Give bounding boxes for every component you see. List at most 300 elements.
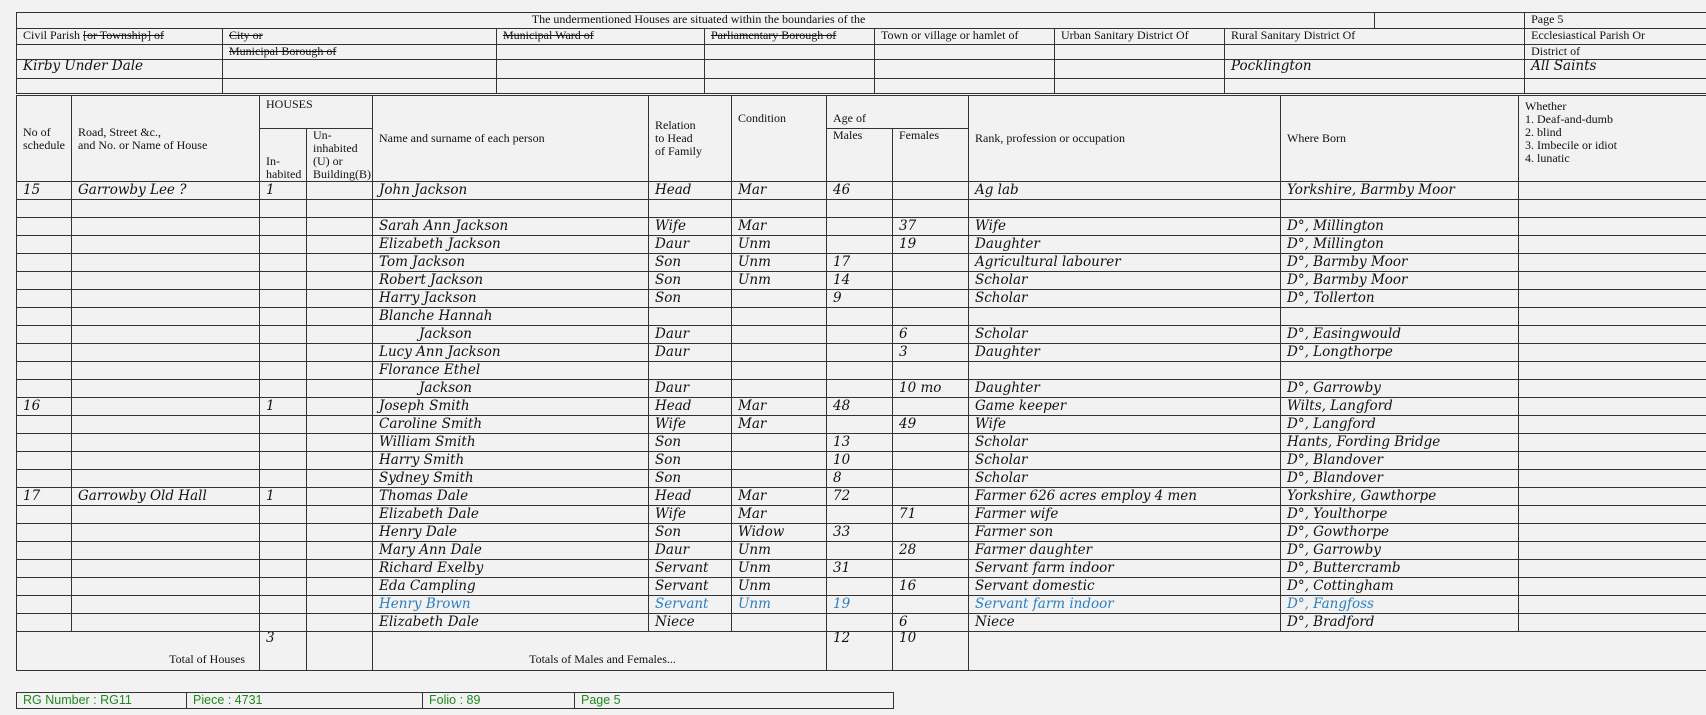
cell-whether: [1519, 434, 1706, 452]
total-people-label: Totals of Males and Females...: [373, 632, 827, 671]
cell-condition: [732, 434, 827, 452]
cell-schedule: [17, 344, 72, 362]
cell-females: 6: [893, 326, 969, 344]
col-uninhabited-header: Un- inhabited (U) or Building(B): [307, 129, 373, 182]
cell-name: Lucy Ann Jackson: [373, 344, 649, 362]
cell-whether: [1519, 218, 1706, 236]
cell-schedule: [17, 506, 72, 524]
cell-schedule: [17, 452, 72, 470]
cell-whether: [1519, 614, 1706, 632]
cell-males: 31: [827, 560, 893, 578]
cell-relation: Wife: [649, 416, 732, 434]
cell-inhabited: [260, 452, 307, 470]
cell-whether: [1519, 524, 1706, 542]
cell-schedule: 16: [17, 398, 72, 416]
cell-relation: Servant: [649, 560, 732, 578]
cell-condition: Widow: [732, 524, 827, 542]
cell-condition: [732, 470, 827, 488]
census-row: [17, 596, 1706, 614]
cell-relation: Son: [649, 452, 732, 470]
cell-occupation: Wife: [969, 416, 1281, 434]
cell-whether: [1519, 200, 1706, 218]
cell-born: [1281, 200, 1519, 218]
cell-road: [72, 614, 260, 632]
cell-inhabited: [260, 560, 307, 578]
cell-relation: Son: [649, 254, 732, 272]
cell-whether: [1519, 506, 1706, 524]
cell-relation: Daur: [649, 542, 732, 560]
cell-born: D°, Easingwould: [1281, 326, 1519, 344]
cell-inhabited: [260, 542, 307, 560]
cell-whether: [1519, 542, 1706, 560]
cell-relation: Daur: [649, 236, 732, 254]
cell-inhabited: [260, 578, 307, 596]
census-row: [17, 200, 1706, 218]
cell-females: 3: [893, 344, 969, 362]
cell-condition: [732, 326, 827, 344]
cell-females: [893, 272, 969, 290]
cell-road: [72, 326, 260, 344]
cell-females: [893, 560, 969, 578]
cell-condition: Unm: [732, 542, 827, 560]
cell-born: D°, Garrowby: [1281, 542, 1519, 560]
cell-road: [72, 398, 260, 416]
footer-page: Page 5: [575, 693, 894, 709]
col-occupation-header: Rank, profession or occupation: [969, 96, 1281, 182]
census-row: [17, 326, 1706, 344]
cell-males: 46: [827, 182, 893, 200]
cell-females: [893, 290, 969, 308]
census-row: [17, 506, 1706, 524]
census-row: [17, 398, 1706, 416]
census-row: [17, 614, 1706, 632]
cell-road: [72, 506, 260, 524]
cell-uninhabited: [307, 452, 373, 470]
cell-schedule: [17, 200, 72, 218]
cell-born: D°, Youlthorpe: [1281, 506, 1519, 524]
cell-females: [893, 398, 969, 416]
cell-inhabited: [260, 236, 307, 254]
cell-born: D°, Millington: [1281, 236, 1519, 254]
cell-uninhabited: [307, 326, 373, 344]
census-row: [17, 182, 1706, 200]
cell-females: 16: [893, 578, 969, 596]
cell-inhabited: [260, 524, 307, 542]
census-table: [16, 95, 1706, 671]
cell-inhabited: [260, 272, 307, 290]
ecclesiastical-label-2: District of: [1525, 45, 1706, 60]
cell-females: 49: [893, 416, 969, 434]
cell-inhabited: [260, 506, 307, 524]
cell-schedule: 17: [17, 488, 72, 506]
cell-condition: [732, 200, 827, 218]
reference-footer: [16, 692, 894, 709]
cell-females: [893, 470, 969, 488]
municipal-borough-label: Municipal Borough of: [223, 45, 497, 60]
cell-females: [893, 308, 969, 326]
cell-name: Robert Jackson: [373, 272, 649, 290]
header-blank: [1375, 13, 1525, 29]
cell-inhabited: [260, 596, 307, 614]
census-row: [17, 470, 1706, 488]
cell-uninhabited: [307, 470, 373, 488]
cell-females: 28: [893, 542, 969, 560]
cell-relation: Head: [649, 182, 732, 200]
cell-males: [827, 578, 893, 596]
cell-uninhabited: [307, 344, 373, 362]
census-row: [17, 524, 1706, 542]
cell-road: [72, 344, 260, 362]
cell-occupation: Servant farm indoor: [969, 596, 1281, 614]
col-inhabited-header: In- habited: [260, 129, 307, 182]
cell-whether: [1519, 236, 1706, 254]
cell-relation: [649, 200, 732, 218]
cell-relation: Servant: [649, 578, 732, 596]
census-row: [17, 254, 1706, 272]
census-row: [17, 488, 1706, 506]
cell-name: Caroline Smith: [373, 416, 649, 434]
cell-condition: [732, 362, 827, 380]
col-whether-header: Whether 1. Deaf-and-dumb 2. blind 3. Imbecile or idiot 4. lunatic: [1519, 96, 1706, 182]
cell-whether: [1519, 488, 1706, 506]
cell-uninhabited: [307, 416, 373, 434]
cell-males: 10: [827, 452, 893, 470]
cell-name: Tom Jackson: [373, 254, 649, 272]
cell-relation: Wife: [649, 506, 732, 524]
cell-occupation: Farmer wife: [969, 506, 1281, 524]
cell-name: Richard Exelby: [373, 560, 649, 578]
cell-name: Elizabeth Dale: [373, 506, 649, 524]
cell-schedule: [17, 308, 72, 326]
cell-schedule: [17, 524, 72, 542]
cell-condition: Unm: [732, 254, 827, 272]
cell-uninhabited: [307, 542, 373, 560]
cell-males: [827, 218, 893, 236]
rg-number: RG Number : RG11: [17, 693, 187, 709]
cell-whether: [1519, 470, 1706, 488]
cell-occupation: Scholar: [969, 452, 1281, 470]
cell-males: [827, 416, 893, 434]
cell-uninhabited: [307, 506, 373, 524]
cell-schedule: 15: [17, 182, 72, 200]
cell-road: [72, 596, 260, 614]
cell-condition: Unm: [732, 272, 827, 290]
cell-schedule: [17, 218, 72, 236]
cell-uninhabited: [307, 362, 373, 380]
rural-sanitary-value: Pocklington: [1225, 60, 1525, 79]
cell-born: D°, Blandover: [1281, 470, 1519, 488]
cell-schedule: [17, 380, 72, 398]
cell-occupation: Scholar: [969, 326, 1281, 344]
cell-males: 19: [827, 596, 893, 614]
cell-relation: Niece: [649, 614, 732, 632]
cell-born: D°, Blandover: [1281, 452, 1519, 470]
census-row: [17, 578, 1706, 596]
cell-born: D°, Garrowby: [1281, 380, 1519, 398]
piece-number: Piece : 4731: [187, 693, 423, 709]
col-houses-header: HOUSES: [260, 96, 373, 129]
cell-relation: Son: [649, 434, 732, 452]
cell-road: [72, 272, 260, 290]
parliamentary-borough-label: Parliamentary Borough of: [705, 29, 875, 45]
cell-uninhabited: [307, 254, 373, 272]
cell-males: [827, 380, 893, 398]
cell-uninhabited: [307, 614, 373, 632]
civil-parish-value: Kirby Under Dale: [17, 60, 223, 79]
cell-condition: [732, 452, 827, 470]
cell-born: D°, Buttercramb: [1281, 560, 1519, 578]
cell-inhabited: [260, 614, 307, 632]
col-condition-header: Condition: [732, 96, 827, 182]
cell-occupation: Game keeper: [969, 398, 1281, 416]
cell-whether: [1519, 596, 1706, 614]
cell-born: [1281, 308, 1519, 326]
cell-occupation: Scholar: [969, 272, 1281, 290]
col-name-header: Name and surname of each person: [373, 96, 649, 182]
cell-name: William Smith: [373, 434, 649, 452]
cell-name: [373, 200, 649, 218]
cell-males: [827, 614, 893, 632]
cell-occupation: Daughter: [969, 236, 1281, 254]
cell-name: Harry Jackson: [373, 290, 649, 308]
cell-females: [893, 434, 969, 452]
cell-occupation: Agricultural labourer: [969, 254, 1281, 272]
cell-occupation: Ag lab: [969, 182, 1281, 200]
cell-whether: [1519, 380, 1706, 398]
cell-whether: [1519, 416, 1706, 434]
cell-uninhabited: [307, 380, 373, 398]
cell-born: D°, Fangfoss: [1281, 596, 1519, 614]
cell-road: [72, 254, 260, 272]
census-row: [17, 452, 1706, 470]
cell-females: 71: [893, 506, 969, 524]
cell-name: Henry Dale: [373, 524, 649, 542]
census-row: [17, 272, 1706, 290]
cell-road: Garrowby Old Hall: [72, 488, 260, 506]
cell-schedule: [17, 578, 72, 596]
col-males-header: Males: [827, 129, 893, 182]
cell-females: [893, 200, 969, 218]
folio-number: Folio : 89: [423, 693, 575, 709]
cell-schedule: [17, 560, 72, 578]
cell-road: [72, 290, 260, 308]
cell-occupation: Servant farm indoor: [969, 560, 1281, 578]
cell-relation: Son: [649, 290, 732, 308]
cell-occupation: [969, 362, 1281, 380]
cell-condition: Mar: [732, 416, 827, 434]
cell-whether: [1519, 272, 1706, 290]
cell-relation: Daur: [649, 344, 732, 362]
cell-occupation: Wife: [969, 218, 1281, 236]
cell-name: Harry Smith: [373, 452, 649, 470]
cell-whether: [1519, 560, 1706, 578]
census-row: [17, 542, 1706, 560]
cell-inhabited: [260, 470, 307, 488]
cell-condition: Mar: [732, 506, 827, 524]
cell-name: Thomas Dale: [373, 488, 649, 506]
cell-road: [72, 542, 260, 560]
cell-road: [72, 524, 260, 542]
census-row: [17, 434, 1706, 452]
census-row: [17, 380, 1706, 398]
cell-name: John Jackson: [373, 182, 649, 200]
census-row: [17, 416, 1706, 434]
town-village-label: Town or village or hamlet of: [875, 29, 1055, 45]
census-row: [17, 236, 1706, 254]
cell-females: [893, 362, 969, 380]
cell-relation: Son: [649, 524, 732, 542]
col-born-header: Where Born: [1281, 96, 1519, 182]
col-females-header: Females: [893, 129, 969, 182]
cell-occupation: Scholar: [969, 434, 1281, 452]
cell-schedule: [17, 236, 72, 254]
cell-uninhabited: [307, 200, 373, 218]
cell-uninhabited: [307, 434, 373, 452]
cell-schedule: [17, 542, 72, 560]
township-struck: [or Township] of: [83, 28, 164, 42]
cell-males: [827, 344, 893, 362]
cell-occupation: Farmer 626 acres employ 4 men: [969, 488, 1281, 506]
cell-males: 17: [827, 254, 893, 272]
cell-name: Jackson: [373, 380, 649, 398]
cell-inhabited: [260, 308, 307, 326]
cell-condition: [732, 308, 827, 326]
cell-schedule: [17, 434, 72, 452]
cell-schedule: [17, 326, 72, 344]
cell-road: [72, 308, 260, 326]
cell-road: [72, 560, 260, 578]
cell-males: 14: [827, 272, 893, 290]
cell-born: D°, Gowthorpe: [1281, 524, 1519, 542]
ecclesiastical-label-1: Ecclesiastical Parish Or: [1525, 29, 1706, 45]
cell-name: Jackson: [373, 326, 649, 344]
cell-name: Blanche Hannah: [373, 308, 649, 326]
census-row: [17, 344, 1706, 362]
civil-parish-label: Civil Parish [or Township] of: [17, 29, 223, 45]
cell-road: [72, 416, 260, 434]
cell-relation: Daur: [649, 380, 732, 398]
cell-inhabited: [260, 290, 307, 308]
cell-condition: Mar: [732, 182, 827, 200]
cell-uninhabited: [307, 524, 373, 542]
total-houses-label: Total of Houses: [17, 632, 260, 671]
cell-inhabited: [260, 380, 307, 398]
cell-condition: [732, 344, 827, 362]
cell-name: Florance Ethel: [373, 362, 649, 380]
cell-uninhabited: [307, 560, 373, 578]
census-row: [17, 308, 1706, 326]
cell-males: 8: [827, 470, 893, 488]
cell-name: Henry Brown: [373, 596, 649, 614]
cell-condition: Mar: [732, 488, 827, 506]
cell-females: [893, 182, 969, 200]
cell-inhabited: [260, 434, 307, 452]
cell-born: D°, Barmby Moor: [1281, 272, 1519, 290]
cell-occupation: Scholar: [969, 470, 1281, 488]
cell-schedule: [17, 614, 72, 632]
cell-occupation: Niece: [969, 614, 1281, 632]
cell-name: Joseph Smith: [373, 398, 649, 416]
cell-name: Mary Ann Dale: [373, 542, 649, 560]
cell-relation: Son: [649, 470, 732, 488]
census-row: [17, 218, 1706, 236]
cell-occupation: Scholar: [969, 290, 1281, 308]
cell-name: Eda Campling: [373, 578, 649, 596]
cell-relation: Daur: [649, 326, 732, 344]
cell-condition: [732, 380, 827, 398]
cell-whether: [1519, 182, 1706, 200]
cell-uninhabited: [307, 182, 373, 200]
cell-inhabited: [260, 416, 307, 434]
cell-whether: [1519, 344, 1706, 362]
cell-occupation: Farmer daughter: [969, 542, 1281, 560]
cell-uninhabited: [307, 596, 373, 614]
cell-relation: Head: [649, 488, 732, 506]
cell-road: Garrowby Lee ?: [72, 182, 260, 200]
cell-females: [893, 452, 969, 470]
cell-males: 48: [827, 398, 893, 416]
cell-males: [827, 362, 893, 380]
census-row: [17, 560, 1706, 578]
cell-inhabited: 1: [260, 182, 307, 200]
cell-females: [893, 524, 969, 542]
cell-condition: Mar: [732, 398, 827, 416]
cell-born: D°, Barmby Moor: [1281, 254, 1519, 272]
cell-road: [72, 362, 260, 380]
cell-inhabited: [260, 254, 307, 272]
col-schedule-header: No of schedule: [17, 96, 72, 182]
cell-schedule: [17, 290, 72, 308]
header-table: [16, 12, 1706, 94]
cell-females: [893, 488, 969, 506]
cell-males: 13: [827, 434, 893, 452]
cell-whether: [1519, 308, 1706, 326]
col-road-header: Road, Street &c., and No. or Name of House: [72, 96, 260, 182]
cell-road: [72, 434, 260, 452]
cell-females: [893, 254, 969, 272]
cell-inhabited: [260, 218, 307, 236]
cell-inhabited: [260, 344, 307, 362]
cell-males: [827, 506, 893, 524]
page-number: Page 5: [1525, 13, 1706, 29]
cell-schedule: [17, 362, 72, 380]
cell-males: [827, 236, 893, 254]
cell-females: 37: [893, 218, 969, 236]
cell-uninhabited: [307, 218, 373, 236]
cell-uninhabited: [307, 308, 373, 326]
col-age-header: Age of: [827, 96, 969, 129]
city-label: City or: [223, 29, 497, 45]
cell-whether: [1519, 398, 1706, 416]
col-relation-header: Relation to Head of Family: [649, 96, 732, 182]
cell-born: Hants, Fording Bridge: [1281, 434, 1519, 452]
cell-road: [72, 218, 260, 236]
cell-males: [827, 542, 893, 560]
cell-whether: [1519, 362, 1706, 380]
cell-occupation: [969, 200, 1281, 218]
cell-road: [72, 200, 260, 218]
cell-females: 10 mo: [893, 380, 969, 398]
cell-relation: Wife: [649, 218, 732, 236]
cell-condition: Unm: [732, 596, 827, 614]
ecclesiastical-value: All Saints: [1525, 60, 1706, 79]
cell-whether: [1519, 290, 1706, 308]
municipal-ward-label: Municipal Ward of: [497, 29, 705, 45]
cell-road: [72, 452, 260, 470]
cell-schedule: [17, 272, 72, 290]
cell-relation: Head: [649, 398, 732, 416]
cell-relation: Son: [649, 272, 732, 290]
